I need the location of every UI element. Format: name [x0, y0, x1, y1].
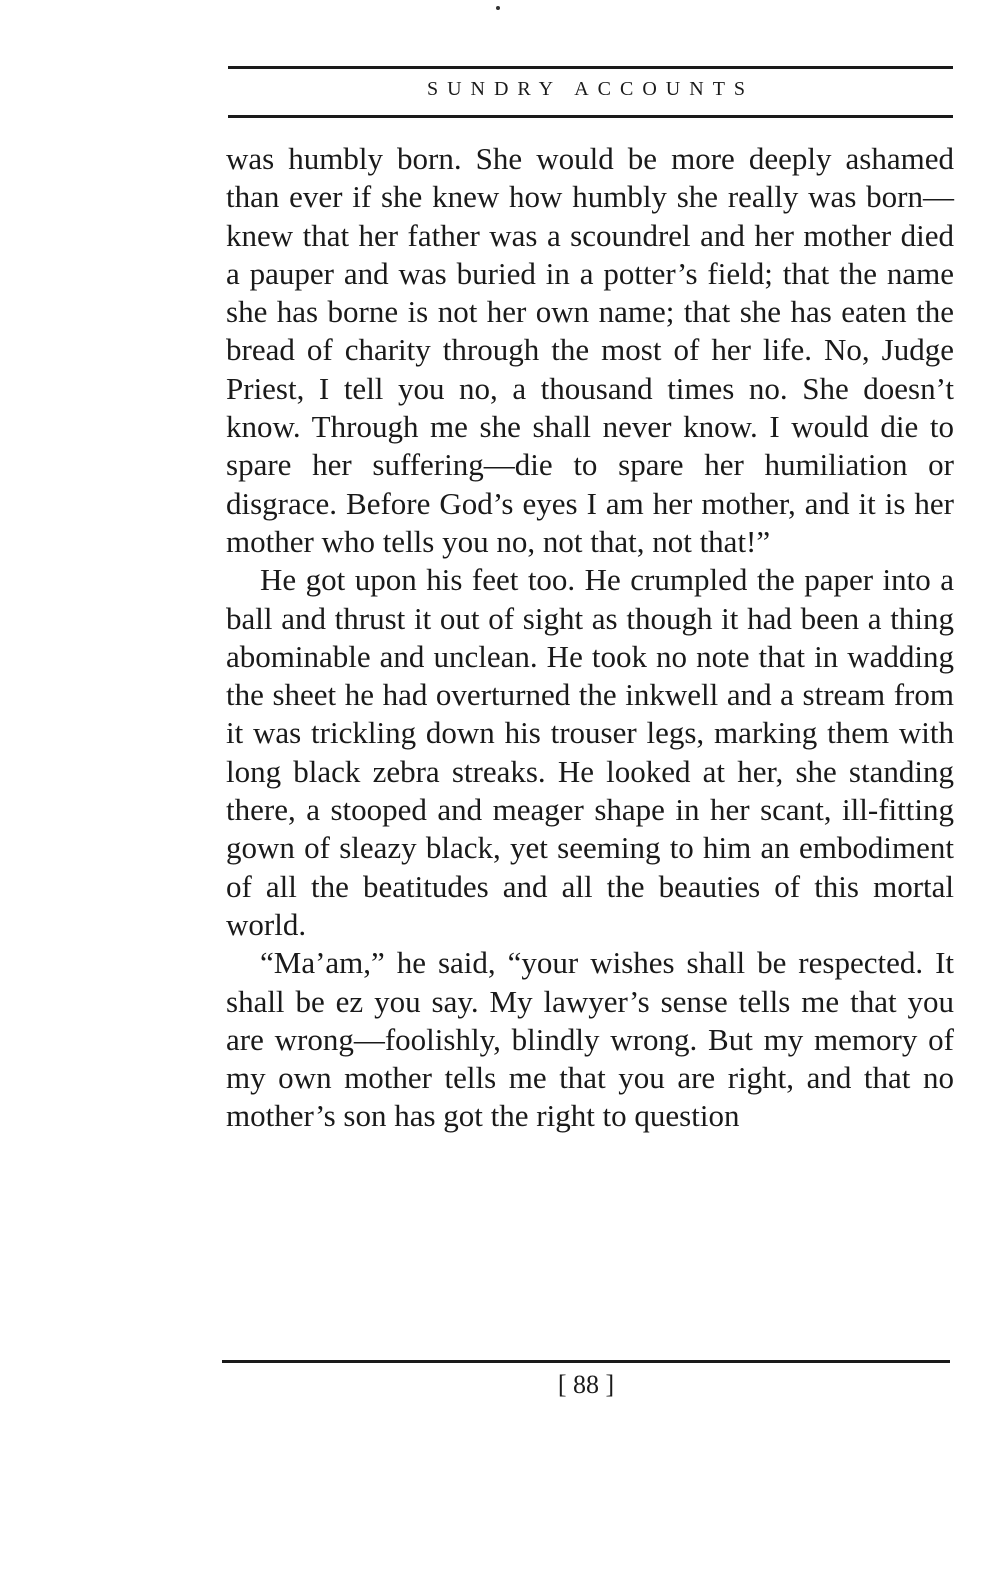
running-head: SUNDRY ACCOUNTS: [426, 78, 755, 100]
paragraph: He got upon his feet too. He crumpled the paper into a ball and thrust it out of sight as though it had been a thing abominable and unclean. He took no note that in wadding the sheet he had overturned the inkwell and a stream from it was trickling down his trouser legs, marking them with long black zebra streaks. He looked at her, she standing there, a stooped and meager shape in her scant, ill-fitting gown of sleazy black, yet seeming to him an embodiment of all the beatitudes and all the beauties of this mortal world.: [226, 562, 954, 942]
body-text: [226, 140, 954, 1136]
header-rule-bottom: [228, 115, 953, 118]
paragraph: “Ma’am,” he said, “your wishes shall be respected. It shall be ez you say. My lawyer’s sense tells me that you are wrong—foolishly, blindly wrong. But my memory of my own mother tells me that you are right, and that no mother’s son has got the right to question: [226, 945, 954, 1134]
header-rule-top: [228, 66, 953, 69]
footer-rule: [222, 1360, 950, 1363]
page-number: [ 88 ]: [557, 1370, 615, 1399]
paragraph-continued: was humbly born. She would be more deeply ashamed than ever if she knew how humbly she really was born—knew that her father was a scoundrel and her mother died a pauper and was buried in a potter’s field; that the name she has borne is not her own name; that she has eaten the bread of charity through the most of her life. No, Judge Priest, I tell you no, a thousand times no. She doesn’t know. Through me she shall never know. I would die to spare her suffering—die to spare her humiliation or disgrace. Before God’s eyes I am her mother, and it is her mother who tells you no, not that, not that!”: [226, 141, 954, 559]
ink-speck: [496, 6, 500, 10]
